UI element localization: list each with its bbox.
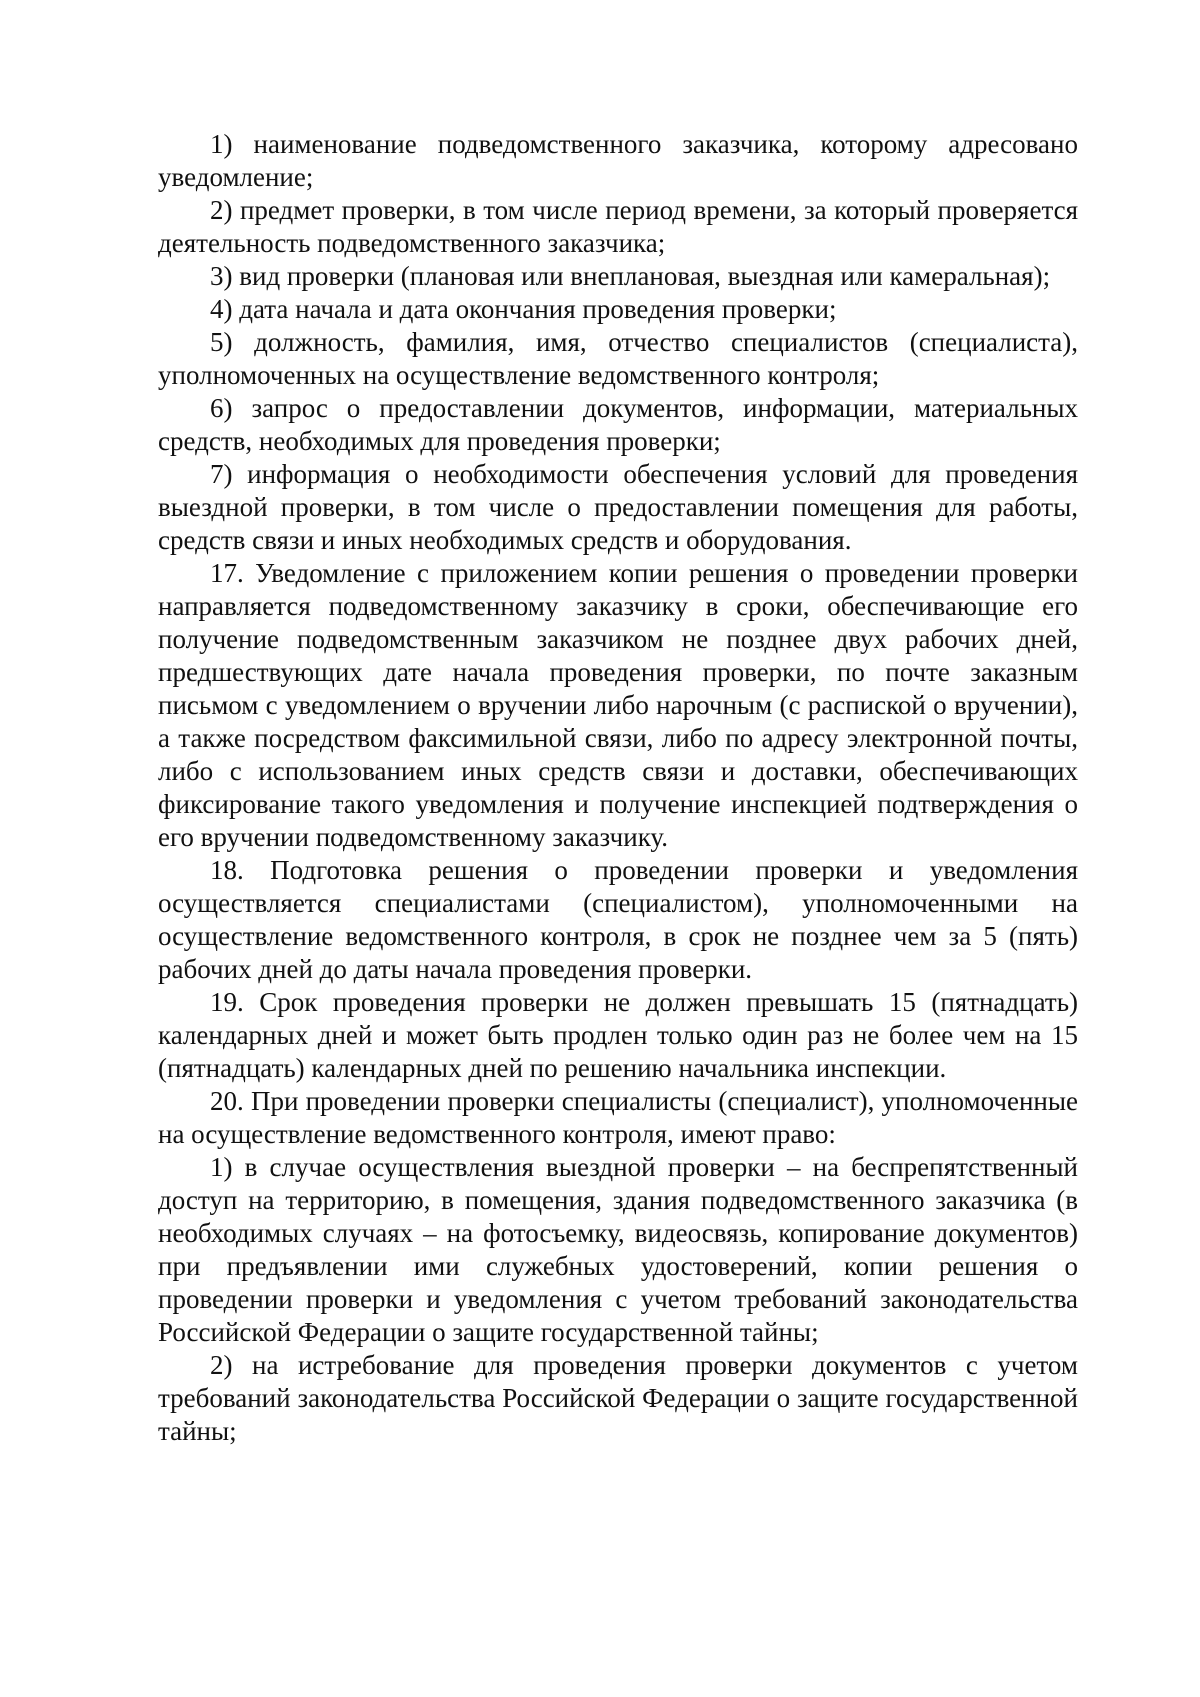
paragraph-right-2: 2) на истребование для проведения проверки документов с учетом требований законодательства Российской Федерации о защите государственной тайны; [158, 1350, 1078, 1446]
paragraph-clause-18: 18. Подготовка решения о проведении проверки и уведомления осуществляется специалистами (специалистом), уполномоченными на осуществление ведомственного контроля, в срок не позднее чем за 5 (пять) рабочих дней до даты начала проведения проверки. [158, 855, 1078, 984]
paragraph-clause-20: 20. При проведении проверки специалисты (специалист), уполномоченные на осуществление ведомственного контроля, имеют право: [158, 1086, 1078, 1149]
paragraph-clause-19: 19. Срок проведения проверки не должен превышать 15 (пятнадцать) календарных дней и может быть продлен только один раз не более чем на 15 (пятнадцать) календарных дней по решению начальника инспекции. [158, 987, 1078, 1083]
paragraph-item-7: 7) информация о необходимости обеспечения условий для проведения выездной проверки, в том числе о предоставлении помещения для работы, средств связи и иных необходимых средств и оборудования. [158, 459, 1078, 555]
paragraph-item-4: 4) дата начала и дата окончания проведения проверки; [210, 294, 837, 324]
paragraph-clause-17: 17. Уведомление с приложением копии решения о проведении проверки направляется подведомственному заказчику в сроки, обеспечивающие его получение подведомственным заказчиком не позднее двух рабочих дней, предшествующих дате начала проведения проверки, по почте заказным письмом с уведомлением о вручении либо нарочным (с распиской о вручении), а также посредством факсимильной связи, либо по адресу электронной почты, либо с использованием иных средств связи и доставки, обеспечивающих фиксирование такого уведомления и получение инспекцией подтверждения о его вручении подведомственному заказчику. [158, 558, 1078, 852]
paragraph-right-1: 1) в случае осуществления выездной проверки – на беспрепятственный доступ на территорию, в помещения, здания подведомственного заказчика (в необходимых случаях – на фотосъемку, видеосвязь, копирование документов) при предъявлении ими служебных удостоверений, копии решения о проведении проверки и уведомления с учетом требований законодательства Российской Федерации о защите государственной тайны; [158, 1152, 1078, 1347]
paragraph-item-3: 3) вид проверки (плановая или внеплановая, выездная или камеральная); [210, 261, 1051, 291]
document-body [158, 128, 1078, 1448]
paragraph-item-5: 5) должность, фамилия, имя, отчество специалистов (специалиста), уполномоченных на осуществление ведомственного контроля; [158, 327, 1078, 390]
paragraph-item-2: 2) предмет проверки, в том числе период времени, за который проверяется деятельность подведомственного заказчика; [158, 195, 1078, 258]
paragraph-item-1: 1) наименование подведомственного заказчика, которому адресовано уведомление; [158, 129, 1078, 192]
paragraph-item-6: 6) запрос о предоставлении документов, информации, материальных средств, необходимых для проведения проверки; [158, 393, 1078, 456]
